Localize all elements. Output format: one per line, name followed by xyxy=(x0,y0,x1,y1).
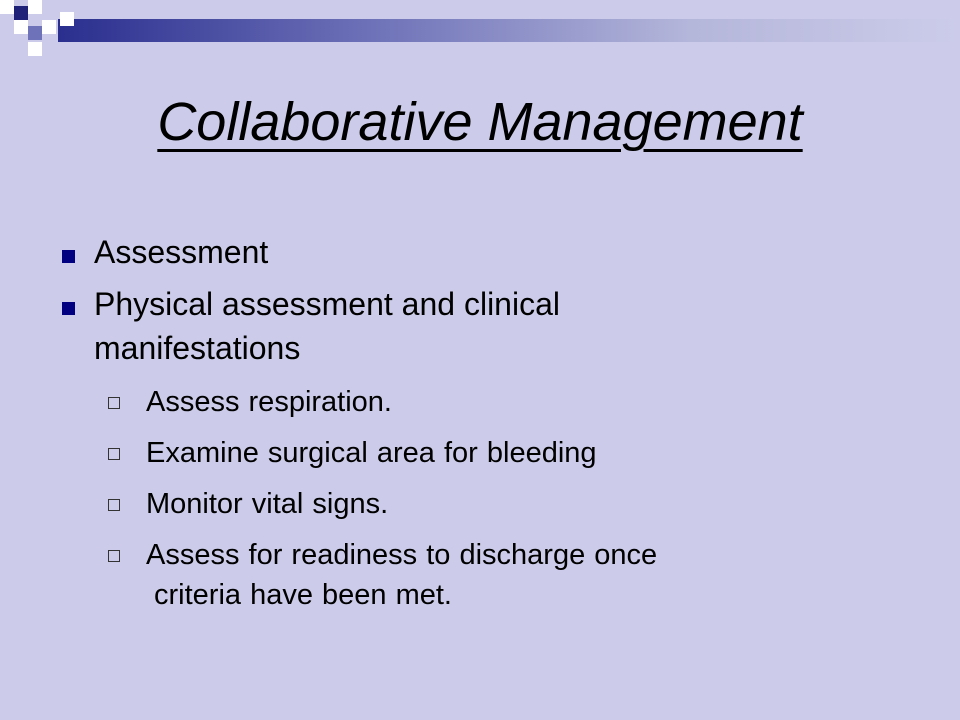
square-bullet-icon xyxy=(62,250,75,263)
slide-content xyxy=(60,230,920,626)
header-decoration xyxy=(0,0,960,56)
sub-bullet-bleeding xyxy=(60,433,920,473)
bullet-text: Assessment xyxy=(94,234,269,270)
sub-bullet-discharge xyxy=(60,535,920,615)
slide-title xyxy=(0,86,960,158)
sub-bullet-text: Assess respiration. xyxy=(146,386,392,418)
sub-bullet-vital-signs xyxy=(60,484,920,524)
decor-square-dark xyxy=(14,6,28,20)
hollow-square-bullet-icon xyxy=(108,499,120,511)
bullet-text-line1: Physical assessment and clinical xyxy=(94,286,560,322)
decor-square-mid xyxy=(14,20,28,34)
hollow-square-bullet-icon xyxy=(108,550,120,562)
slide-title-text: Collaborative Management xyxy=(157,92,803,152)
bullet-assessment xyxy=(60,230,920,274)
sub-bullet-respiration xyxy=(60,382,920,422)
decor-square-light xyxy=(42,20,56,34)
header-gradient-bar xyxy=(58,19,960,42)
hollow-square-bullet-icon xyxy=(108,448,120,460)
square-bullet-icon xyxy=(62,302,75,315)
decor-square-mid xyxy=(28,42,42,56)
bullet-text-line2: manifestations xyxy=(94,330,301,366)
hollow-square-bullet-icon xyxy=(108,397,120,409)
sub-bullet-text: Monitor vital signs. xyxy=(146,488,389,520)
decor-square-white xyxy=(0,0,14,14)
decor-square-mid xyxy=(28,26,42,40)
decor-square-white xyxy=(28,0,42,14)
sub-bullet-text-line2: criteria have been met. xyxy=(154,579,452,611)
sub-bullet-text-line1: Assess for readiness to discharge once xyxy=(146,539,658,571)
decor-square-mid xyxy=(60,12,74,26)
sub-bullet-text: Examine surgical area for bleeding xyxy=(146,437,597,469)
bullet-physical-assessment xyxy=(60,282,920,370)
